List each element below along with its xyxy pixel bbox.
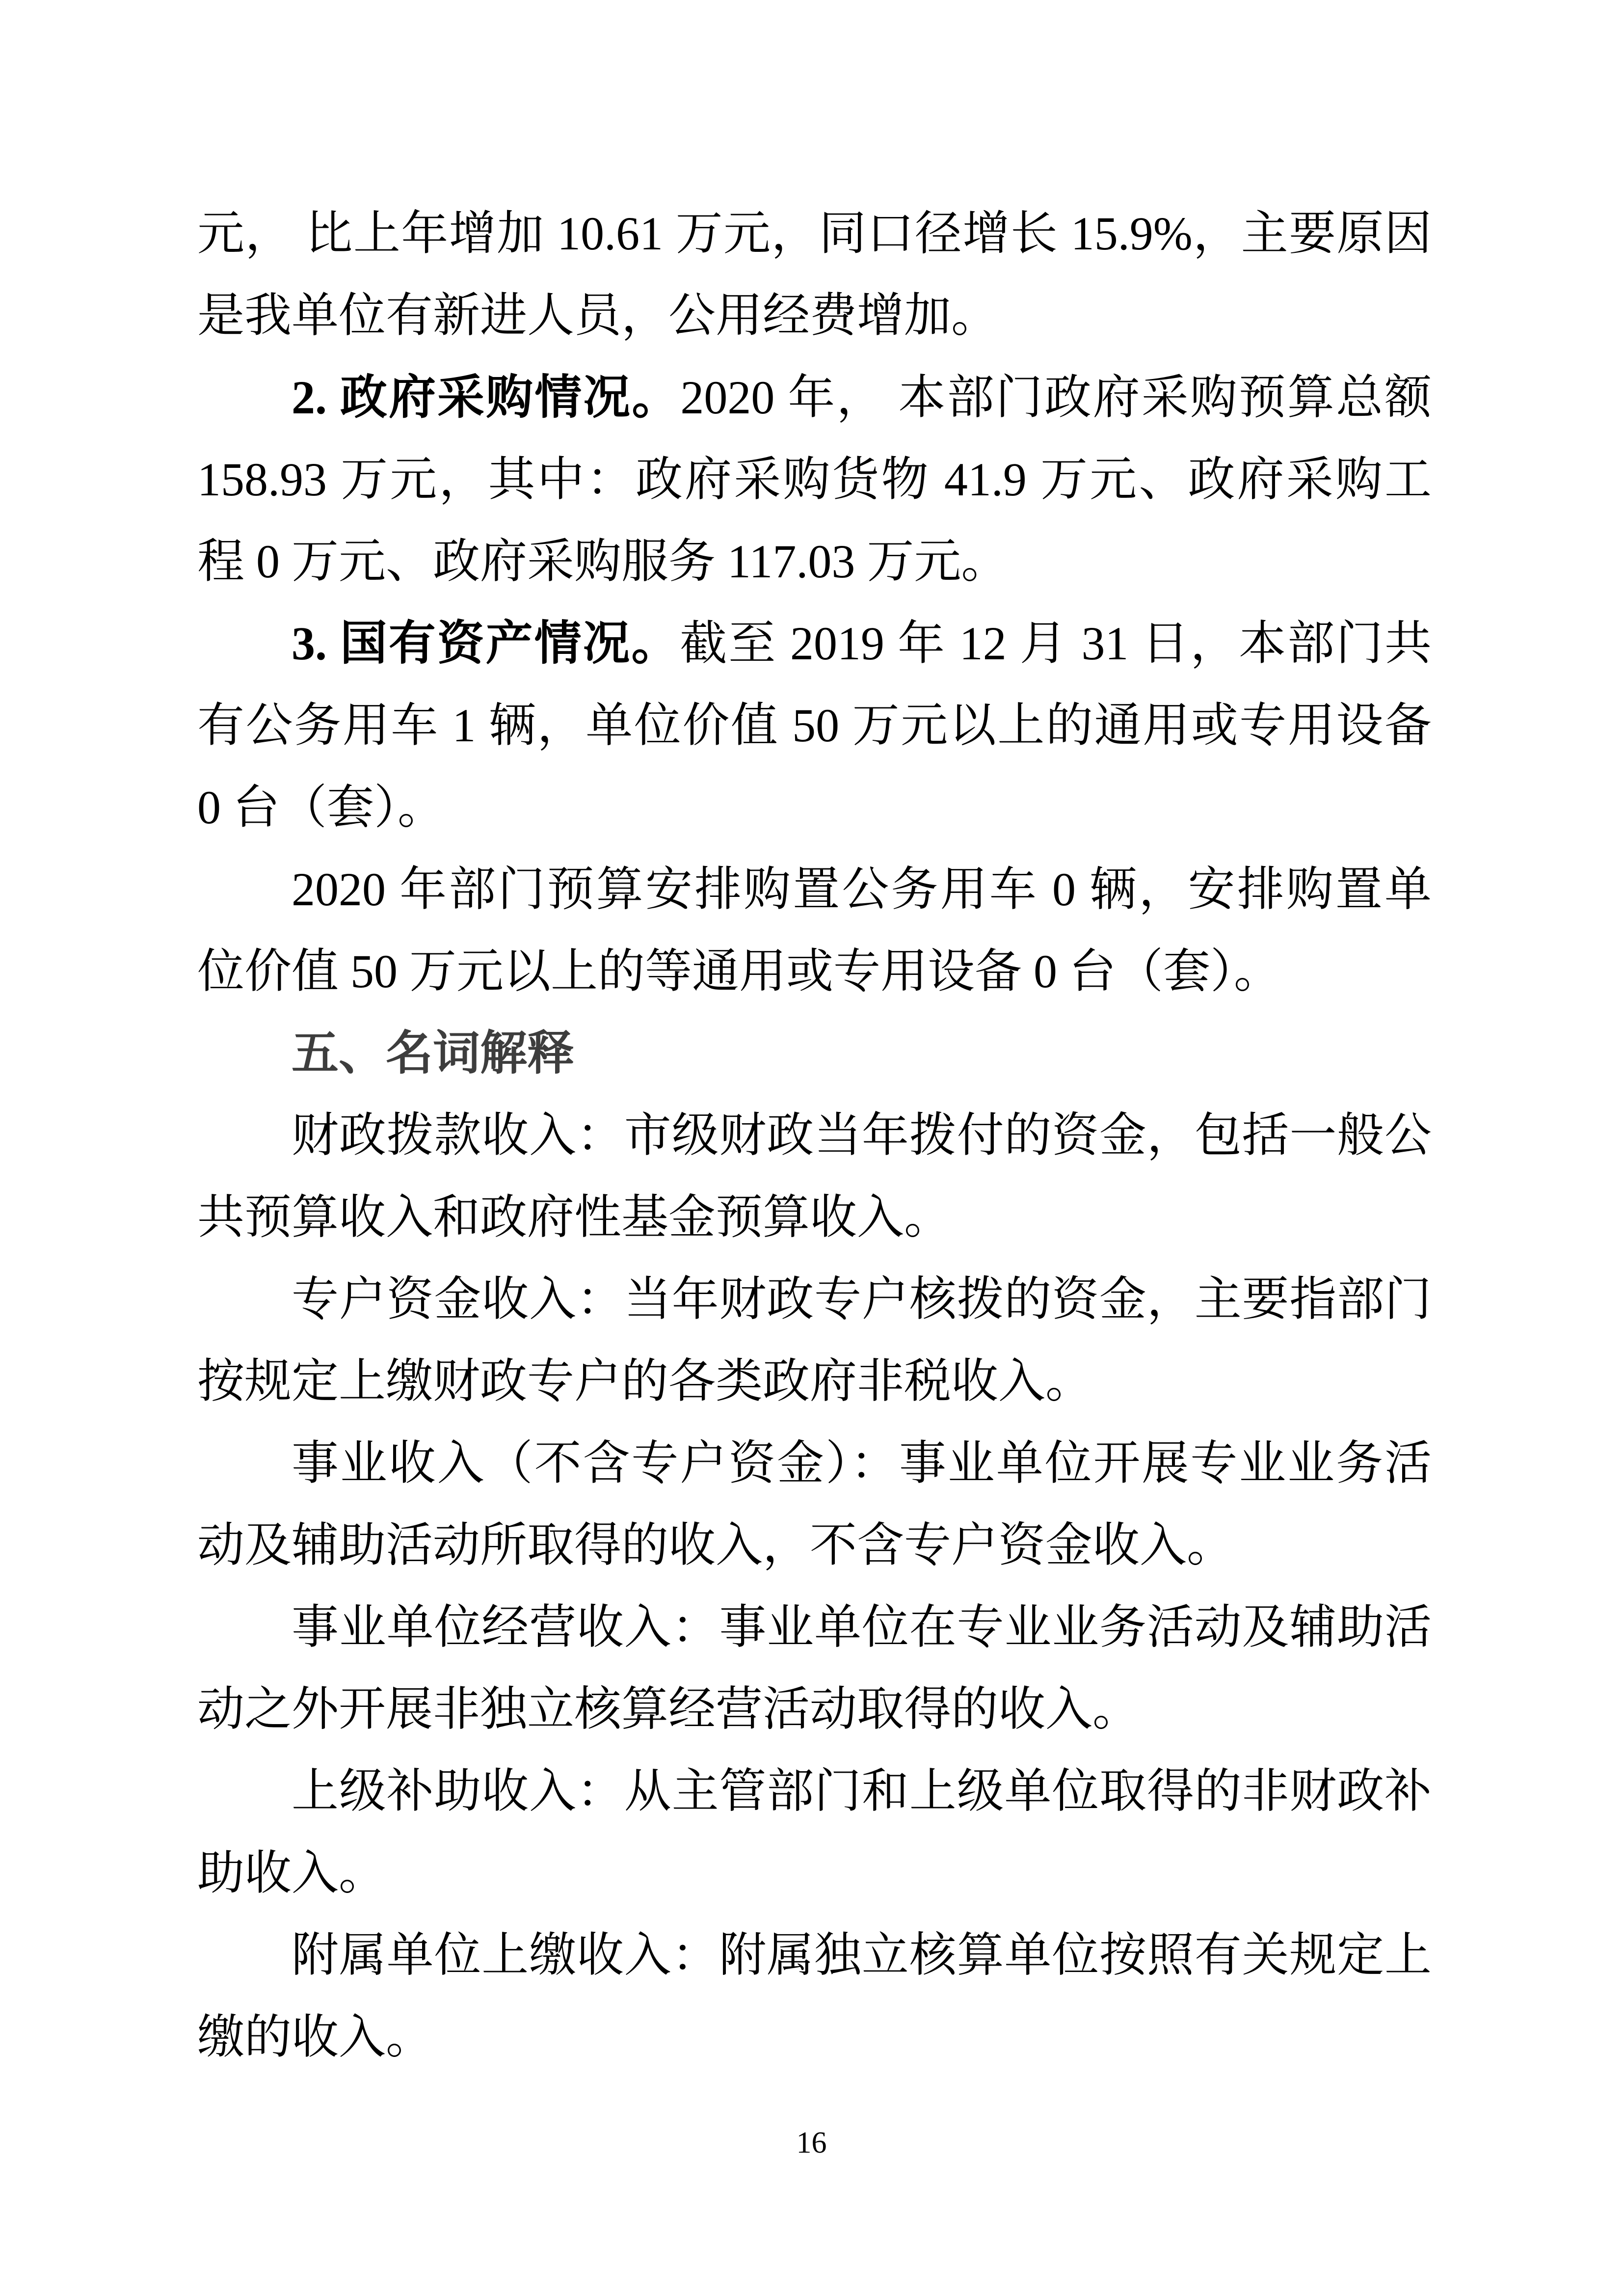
text-run: 3. 国有资产情况。 [292, 617, 680, 670]
text-run: 五、名词解释 [292, 1027, 574, 1080]
text-run: 截至 2019 年 12 月 31 日，本部门共有公务用车 1 辆，单位价值 50 万元以上的通用或专用设备 0 台（套）。 [197, 617, 1432, 834]
paragraph [197, 356, 1432, 602]
document-body [197, 192, 1432, 2078]
section-heading [197, 1012, 1432, 1094]
paragraph [197, 1750, 1432, 1914]
text-run: 上级补助收入：从主管部门和上级单位取得的非财政补助收入。 [197, 1765, 1432, 1899]
text-run: 2020 年部门预算安排购置公务用车 0 辆，安排购置单位价值 50 万元以上的等通用或专用设备 0 台（套）。 [197, 863, 1432, 998]
paragraph [197, 848, 1432, 1012]
text-run: 财政拨款收入：市级财政当年拨付的资金，包括一般公共预算收入和政府性基金预算收入。 [197, 1109, 1432, 1243]
text-run: 事业单位经营收入：事业单位在专业业务活动及辅助活动之外开展非独立核算经营活动取得的收入。 [197, 1601, 1432, 1735]
paragraph [197, 602, 1432, 848]
text-run: 2020 年， 本部门政府采购预算总额 158.93 万元，其中：政府采购货物 41.9 万元、政府采购工程 0 万元、政府采购服务 117.03 万元。 [197, 371, 1432, 588]
text-run: 附属单位上缴收入：附属独立核算单位按照有关规定上缴的收入。 [197, 1929, 1432, 2063]
paragraph [197, 1422, 1432, 1586]
paragraph [197, 1586, 1432, 1750]
paragraph [197, 1258, 1432, 1422]
paragraph [197, 1094, 1432, 1258]
text-run: 专户资金收入：当年财政专户核拨的资金，主要指部门按规定上缴财政专户的各类政府非税收入。 [197, 1273, 1432, 1407]
paragraph [197, 1914, 1432, 2078]
paragraph [197, 192, 1432, 356]
page-number: 16 [796, 2126, 827, 2160]
text-run: 元， 比上年增加 10.61 万元，同口径增长 15.9%，主要原因是我单位有新进人员，公用经费增加。 [197, 207, 1432, 342]
text-run: 2. 政府采购情况。 [292, 371, 681, 424]
text-run: 事业收入（不含专户资金）：事业单位开展专业业务活动及辅助活动所取得的收入，不含专户资金收入。 [197, 1437, 1432, 1571]
